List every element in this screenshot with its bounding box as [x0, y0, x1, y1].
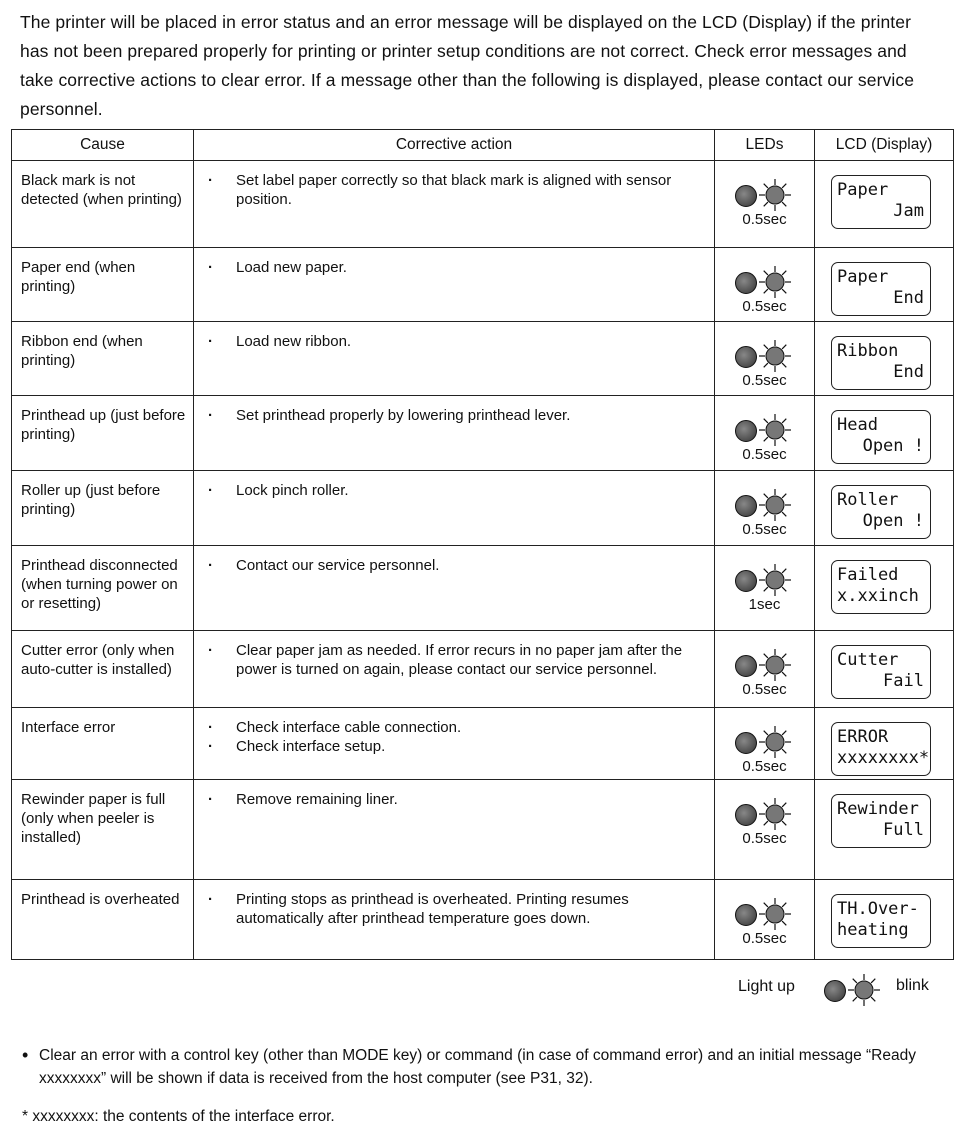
led-icons: [735, 724, 797, 754]
lcd-line-1: Ribbon: [837, 341, 899, 361]
lcd-line-2: heating: [837, 920, 909, 940]
lcd-cell: [815, 546, 954, 631]
lcd-line-1: Failed: [837, 565, 899, 585]
leds-cell: [715, 708, 815, 780]
led-icons: [735, 562, 797, 592]
blink-period: 0.5sec: [742, 521, 787, 538]
led-on-icon: [735, 804, 757, 826]
lcd-display: [831, 560, 931, 614]
table-row: [12, 880, 954, 960]
led-blink-icon: [757, 338, 793, 374]
led-blink-icon: [757, 412, 793, 448]
blink-period: 0.5sec: [742, 372, 787, 389]
leds-cell: [715, 631, 815, 708]
lcd-line-1: Paper: [837, 267, 889, 287]
table-row: [12, 631, 954, 708]
leds-cell: [715, 780, 815, 880]
action-item: · Set printhead properly by lowering printhead lever.: [206, 406, 704, 425]
lcd-cell: [815, 322, 954, 396]
action-cell: [194, 248, 715, 322]
led-blink-icon: [757, 647, 793, 683]
lcd-line-1: Roller: [837, 490, 899, 510]
lcd-line-1: Cutter: [837, 650, 899, 670]
legend-led-icons: [824, 972, 886, 1002]
table-row: [12, 708, 954, 780]
led-on-icon: [735, 655, 757, 677]
action-item: · Remove remaining liner.: [206, 790, 704, 809]
intro-paragraph: The printer will be placed in error status and an error message will be displayed on the LCD (Display) if the printer has not been prepared properly for printing or printer setup conditions are not correct. Check error messages and take corrective actions to clear error. If a message other than the following is displayed, please contact our service personnel.: [20, 12, 915, 119]
header-cause: Cause: [12, 130, 194, 161]
lcd-line-1: Head: [837, 415, 878, 435]
action-cell: [194, 322, 715, 396]
lcd-line-2: Jam: [893, 201, 924, 221]
action-item: · Printing stops as printhead is overheated. Printing resumes automatically after printhead temperature goes down.: [206, 890, 704, 928]
lcd-display: [831, 722, 931, 776]
leds-cell: [715, 880, 815, 960]
table-row: [12, 161, 954, 248]
lcd-display: [831, 645, 931, 699]
lcd-line-1: Rewinder: [837, 799, 919, 819]
blink-period: 0.5sec: [742, 930, 787, 947]
table-header-row: [12, 130, 954, 161]
led-on-icon: [735, 420, 757, 442]
lcd-cell: [815, 708, 954, 780]
legend-blink-label: blink: [896, 977, 929, 994]
action-item: · Contact our service personnel.: [206, 556, 704, 575]
lcd-line-2: End: [893, 362, 924, 382]
led-on-icon: [824, 980, 846, 1002]
led-on-icon: [735, 904, 757, 926]
lcd-line-1: TH.Over-: [837, 899, 919, 919]
led-on-icon: [735, 272, 757, 294]
lcd-display: [831, 794, 931, 848]
led-on-icon: [735, 185, 757, 207]
leds-cell: [715, 546, 815, 631]
note-text: Clear an error with a control key (other than MODE key) or command (in case of command error) and an initial message “Ready xxxxxxxx” will be shown if data is received from the host computer (see P31, 32).: [39, 1047, 916, 1087]
lcd-line-1: ERROR: [837, 727, 889, 747]
lcd-display: [831, 485, 931, 539]
cause-cell: Roller up (just before printing): [12, 471, 194, 546]
action-item: · Clear paper jam as needed. If error recurs in no paper jam after the power is turned on again, please contact our service personnel.: [206, 641, 704, 679]
leds-cell: [715, 396, 815, 471]
cause-cell: Interface error: [12, 708, 194, 780]
action-cell: [194, 161, 715, 248]
cause-cell: Ribbon end (when printing): [12, 322, 194, 396]
led-blink-icon: [757, 724, 793, 760]
lcd-line-1: Paper: [837, 180, 889, 200]
leds-cell: [715, 471, 815, 546]
action-cell: [194, 880, 715, 960]
blink-period: 0.5sec: [742, 211, 787, 228]
lcd-display: [831, 336, 931, 390]
lcd-line-2: xxxxxxxx*: [837, 748, 930, 768]
led-icons: [735, 647, 797, 677]
action-cell: [194, 546, 715, 631]
lcd-display: [831, 894, 931, 948]
led-legend: [738, 974, 958, 1006]
table-row: [12, 780, 954, 880]
table-row: [12, 471, 954, 546]
blink-period: 1sec: [748, 596, 781, 613]
lcd-line-2: Open !: [862, 511, 924, 531]
lcd-cell: [815, 780, 954, 880]
header-leds: LEDs: [715, 130, 815, 161]
lcd-cell: [815, 248, 954, 322]
led-on-icon: [735, 570, 757, 592]
lcd-display: [831, 262, 931, 316]
led-icons: [735, 264, 797, 294]
lcd-line-2: Open !: [862, 436, 924, 456]
lcd-cell: [815, 631, 954, 708]
lcd-line-2: x.xxinch: [837, 586, 919, 606]
blink-period: 0.5sec: [742, 681, 787, 698]
table-row: [12, 396, 954, 471]
led-icons: [735, 796, 797, 826]
header-lcd: LCD (Display): [815, 130, 954, 161]
blink-period: 0.5sec: [742, 446, 787, 463]
bullet-icon: •: [22, 1045, 29, 1065]
note-bullet: [22, 1044, 922, 1090]
led-on-icon: [735, 495, 757, 517]
led-blink-icon: [757, 264, 793, 300]
lcd-cell: [815, 396, 954, 471]
lcd-cell: [815, 880, 954, 960]
led-icons: [735, 338, 797, 368]
cause-cell: Printhead disconnected (when turning power on or resetting): [12, 546, 194, 631]
cause-cell: Black mark is not detected (when printing): [12, 161, 194, 248]
led-icons: [735, 896, 797, 926]
lcd-line-2: End: [893, 288, 924, 308]
leds-cell: [715, 248, 815, 322]
lcd-cell: [815, 161, 954, 248]
action-item: · Check interface cable connection.: [206, 718, 704, 737]
led-on-icon: [735, 346, 757, 368]
lcd-display: [831, 175, 931, 229]
leds-cell: [715, 161, 815, 248]
action-item: · Check interface setup.: [206, 737, 704, 756]
led-blink-icon: [846, 972, 882, 1008]
led-blink-icon: [757, 487, 793, 523]
cause-cell: Printhead up (just before printing): [12, 396, 194, 471]
cause-cell: Rewinder paper is full (only when peeler is installed): [12, 780, 194, 880]
table-row: [12, 546, 954, 631]
action-cell: [194, 396, 715, 471]
cause-cell: Cutter error (only when auto-cutter is installed): [12, 631, 194, 708]
footnote: * xxxxxxxx: the contents of the interface error.: [22, 1108, 335, 1125]
action-item: · Load new paper.: [206, 258, 704, 277]
table-row: [12, 322, 954, 396]
blink-period: 0.5sec: [742, 298, 787, 315]
lcd-line-2: Full: [883, 820, 924, 840]
cause-cell: Paper end (when printing): [12, 248, 194, 322]
led-on-icon: [735, 732, 757, 754]
legend-light-up-label: Light up: [738, 978, 795, 995]
blink-period: 0.5sec: [742, 758, 787, 775]
lcd-line-2: Fail: [883, 671, 924, 691]
led-icons: [735, 412, 797, 442]
led-blink-icon: [757, 796, 793, 832]
led-icons: [735, 487, 797, 517]
led-blink-icon: [757, 177, 793, 213]
error-table: [11, 129, 954, 960]
action-item: · Lock pinch roller.: [206, 481, 704, 500]
action-item: · Set label paper correctly so that black mark is aligned with sensor position.: [206, 171, 704, 209]
lcd-cell: [815, 471, 954, 546]
cause-cell: Printhead is overheated: [12, 880, 194, 960]
leds-cell: [715, 322, 815, 396]
action-cell: [194, 780, 715, 880]
action-cell: [194, 471, 715, 546]
led-icons: [735, 177, 797, 207]
action-item: · Load new ribbon.: [206, 332, 704, 351]
header-action: Corrective action: [194, 130, 715, 161]
action-cell: [194, 708, 715, 780]
led-blink-icon: [757, 562, 793, 598]
blink-period: 0.5sec: [742, 830, 787, 847]
led-blink-icon: [757, 896, 793, 932]
action-cell: [194, 631, 715, 708]
lcd-display: [831, 410, 931, 464]
table-row: [12, 248, 954, 322]
